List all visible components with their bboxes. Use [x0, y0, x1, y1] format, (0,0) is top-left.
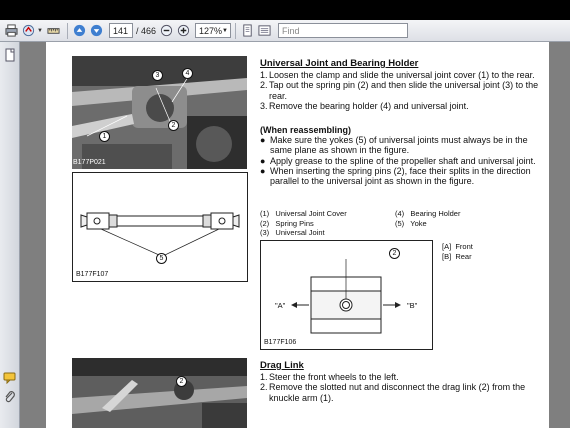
figure-spring-pin [260, 240, 433, 350]
legend-item: (5) Yoke [395, 218, 427, 228]
step-item-text: Remove the bearing holder (4) and universal joint. [269, 100, 469, 111]
callout-2: 2 [168, 120, 179, 131]
zoom-dropdown-icon: ▼ [222, 27, 228, 34]
find-input[interactable]: Find [278, 23, 408, 38]
reassembly-bullet-number: ● [260, 135, 266, 145]
step-item [260, 70, 542, 80]
legend-item: [A] Front [442, 242, 473, 251]
fit-width-icon[interactable] [257, 23, 273, 39]
callout-4: 4 [182, 68, 193, 79]
parts-legend-right [395, 209, 460, 228]
step-item-text: Steer the front wheels to the left. [269, 372, 399, 382]
photo-universal-joint [72, 56, 247, 169]
zoom-in-icon[interactable] [176, 23, 192, 39]
step-item-text: Remove the slotted nut and disconnect the drag link (2) from the knuckle arm (1). [269, 382, 526, 403]
step-item [260, 382, 542, 403]
pdf-toolbar [0, 20, 570, 42]
section-title-drag-link: Drag Link [260, 360, 304, 371]
legend-item: (4) Bearing Holder [395, 209, 461, 218]
zoom-select[interactable] [195, 23, 231, 38]
callout-pin-2: 2 [389, 248, 400, 259]
disassembly-steps [260, 70, 542, 111]
attachments-icon[interactable] [3, 390, 17, 404]
zoom-value: 127% [198, 25, 223, 36]
parts-legend-left [260, 209, 347, 238]
step-item-number: 1. [260, 372, 268, 382]
legend-item: (3) Universal Joint [260, 228, 325, 237]
reassembly-bullet-number: ● [260, 165, 266, 176]
reassembly-bullet [260, 156, 542, 166]
navigation-pane [0, 42, 20, 428]
next-page-icon[interactable] [89, 23, 105, 39]
print-icon[interactable] [3, 23, 19, 39]
legend-item: (2) Spring Pins [260, 218, 314, 228]
step-item-number: 2. [260, 80, 268, 91]
section-title-universal-joint: Universal Joint and Bearing Holder [260, 58, 419, 69]
direction-legend [442, 242, 473, 261]
step-item-number: 1. [260, 70, 268, 80]
drag-link-steps [260, 372, 542, 403]
photo-drag-link [72, 358, 247, 428]
legend-item: (1) Universal Joint Cover [260, 209, 347, 218]
toolbar-separator [67, 23, 68, 39]
reassembly-bullet-text: When inserting the spring pins (2), face their splits in the direction parallel to the universal joint as shown in the figure. [270, 165, 531, 187]
pin-caption: B177F106 [264, 339, 297, 346]
figure-propeller-shaft [72, 172, 248, 282]
fit-page-icon[interactable] [240, 23, 256, 39]
legend-item: [B] Rear [442, 251, 472, 261]
ruler-icon[interactable] [46, 23, 62, 39]
page-total: / 466 [135, 25, 156, 36]
direction-label-b: "B" [407, 301, 418, 310]
step-item [260, 80, 542, 101]
toolbar-separator [235, 23, 236, 39]
share-icon[interactable] [20, 23, 36, 39]
zoom-out-icon[interactable] [159, 23, 175, 39]
photo-caption: B177P021 [73, 159, 106, 166]
page-number-input[interactable]: 141 [109, 23, 133, 38]
reassembly-notes [260, 135, 542, 186]
reassembly-bullet-number: ● [260, 155, 266, 166]
callout-3: 3 [152, 70, 163, 81]
callout-5: 5 [156, 253, 167, 264]
page-thumbnails-icon[interactable] [3, 48, 17, 62]
shaft-caption: B177F107 [76, 271, 109, 278]
reassembly-bullet [260, 135, 542, 156]
callout-1: 1 [99, 131, 110, 142]
document-page [46, 42, 549, 428]
reassembly-bullet-text: Make sure the yokes (5) of universal joints must always be in the same plane as shown in the figure. [270, 135, 528, 156]
reassembly-bullet [260, 166, 542, 187]
step-item [260, 372, 542, 382]
step-item-text: Loosen the clamp and slide the universal joint cover (1) to the rear. [269, 70, 535, 80]
step-item-number: 2. [260, 382, 268, 393]
callout-drag-2: 2 [176, 376, 187, 387]
share-dropdown-icon[interactable]: ▼ [37, 27, 43, 34]
direction-label-a: "A" [275, 301, 286, 310]
comments-icon[interactable] [3, 370, 17, 384]
previous-page-icon[interactable] [72, 23, 88, 39]
reassembly-heading: (When reassembling) [260, 125, 352, 135]
step-item-text: Tap out the spring pin (2) and then slide the universal joint (3) to the rear. [269, 80, 539, 101]
reassembly-bullet-text: Apply grease to the spline of the propeller shaft and universal joint. [270, 155, 536, 166]
step-item [260, 101, 542, 111]
document-viewer[interactable] [20, 42, 570, 428]
step-item-number: 3. [260, 100, 268, 111]
